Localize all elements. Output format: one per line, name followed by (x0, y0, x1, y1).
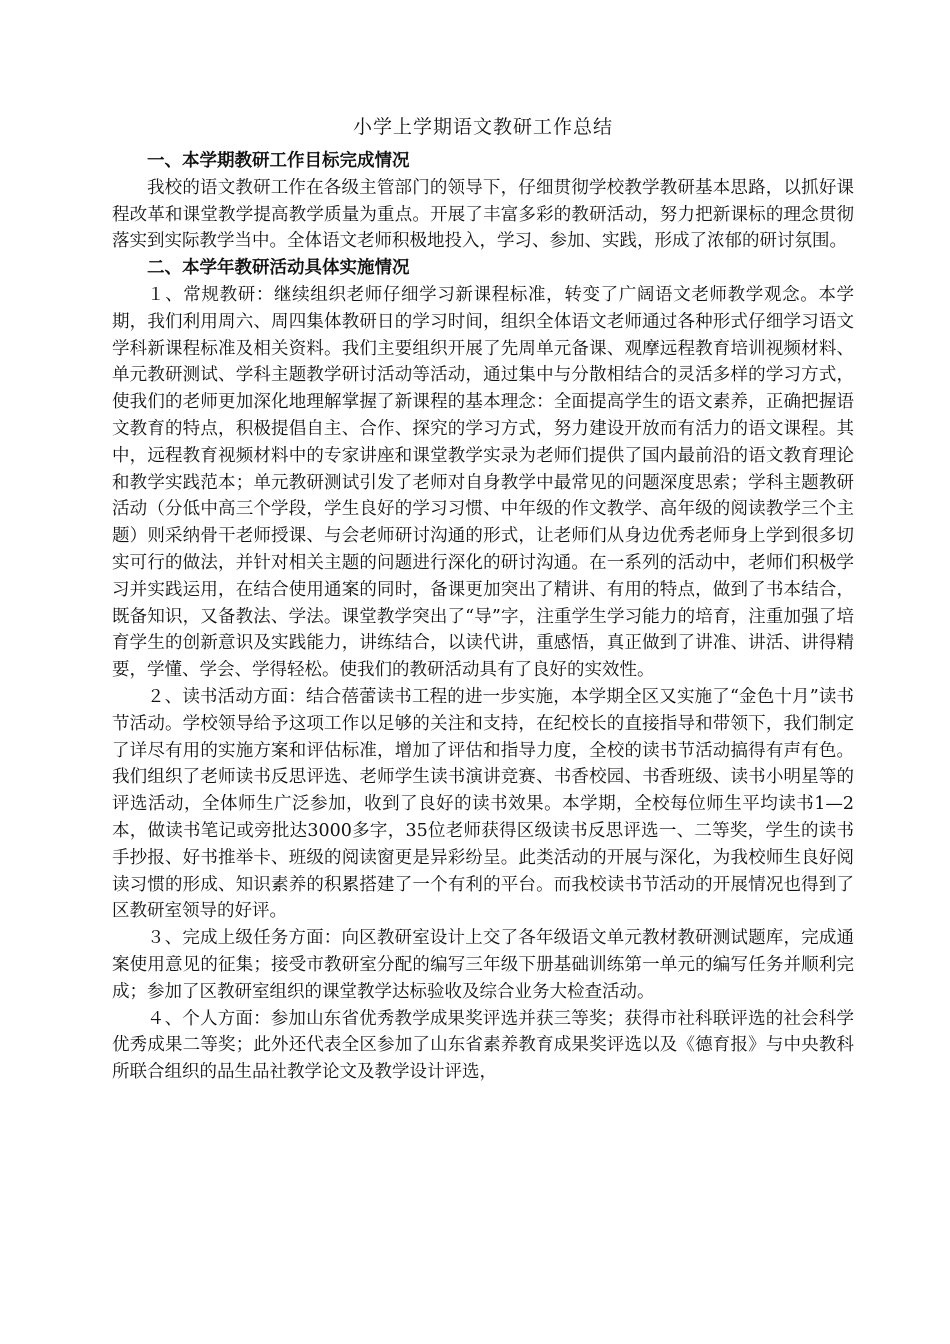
section-1-paragraph: 我校的语文教研工作在各级主管部门的领导下，仔细贯彻学校教学教研基本思路，以抓好课程改革和课堂教学提高教学质量为重点。开展了丰富多彩的教研活动，努力把新课标的理念贯彻落实到实际教学当中。全体语文老师积极地投入，学习、参加、实践，形成了浓郁的研讨氛围。 (112, 177, 854, 252)
section-2-item-1: １、常规教研：继续组织老师仔细学习新课程标准，转变了广阔语文老师教学观念。本学期，我们利用周六、周四集体教研日的学习时间，组织全体语文老师通过各种形式仔细学习语文学科新课程标准及相关资料。我们主要组织开展了先周单元备课、观摩远程教育培训视频材料、单元教研测试、学科主题教学研讨活动等活动，通过集中与分散相结合的灵活多样的学习方式，使我们的老师更加深化地理解掌握了新课程的基本理念：全面提高学生的语文素养，正确把握语文教育的特点，积极提倡自主、合作、探究的学习方式，努力建设开放而有活力的语文课程。其中，远程教育视频材料中的专家讲座和课堂教学实录为老师们提供了国内最前沿的语文教育理论和教学实践范本；单元教研测试引发了老师对自身教学中最常见的问题深度思索；学科主题教研活动（分低中高三个学段，学生良好的学习习惯、中年级的作文教学、高年级的阅读教学三个主题）则采纳骨干老师授课、与会老师研讨沟通的形式，让老师们从身边优秀老师身上学到很多切实可行的做法，并针对相关主题的问题进行深化的研讨沟通。在一系列的活动中，老师们积极学习并实践运用，在结合使用通案的同时，备课更加突出了精讲、有用的特点，做到了书本结合，既备知识，又备教法、学法。课堂教学突出了“导”字，注重学生学习能力的培育，注重加强了培育学生的创新意识及实践能力，讲练结合，以读代讲，重感悟，真正做到了讲准、讲活、讲得精要，学懂、学会、学得轻松。使我们的教研活动具有了良好的实效性。 (112, 284, 854, 681)
section-2-item-3: ３、完成上级任务方面：向区教研室设计上交了各年级语文单元教材教研测试题库，完成通案使用意见的征集；接受市教研室分配的编写三年级下册基础训练第一单元的编写任务并顺利完成；参加了区教研室组织的课堂教学达标验收及综合业务大检查活动。 (112, 928, 854, 1002)
document-title: 小学上学期语文教研工作总结 (352, 116, 613, 138)
document-page (112, 112, 854, 1086)
section-2-item-4: ４、个人方面：参加山东省优秀教学成果奖评选并获三等奖；获得市社科联评选的社会科学优秀成果二等奖；此外还代表全区参加了山东省素养教育成果奖评选以及《德育报》与中央教科所联合组织的品生品社教学论文及教学设计评选， (112, 1008, 854, 1083)
section-1-heading: 一、本学期教研工作目标完成情况 (147, 151, 410, 171)
section-2-item-2: ２、读书活动方面：结合蓓蕾读书工程的进一步实施，本学期全区又实施了“金色十月”读书节活动。学校领导给予这项工作以足够的关注和支持，在纪校长的直接指导和带领下，我们制定了详尽有用的实施方案和评估标准，增加了评估和指导力度，全校的读书节活动搞得有声有色。我们组织了老师读书反思评选、老师学生读书演讲竞赛、书香校园、书香班级、读书小明星等的评选活动，全体师生广泛参加，收到了良好的读书效果。本学期，全校每位师生平均读书1—2本，做读书笔记或旁批达3000多字，35位老师获得区级读书反思评选一、二等奖，学生的读书手抄报、好书推举卡、班级的阅读窗更是异彩纷呈。此类活动的开展与深化，为我校师生良好阅读习惯的形成、知识素养的积累搭建了一个有利的平台。而我校读书节活动的开展情况也得到了区教研室领导的好评。 (112, 686, 854, 922)
section-2-heading: 二、本学年教研活动具体实施情况 (147, 258, 410, 279)
